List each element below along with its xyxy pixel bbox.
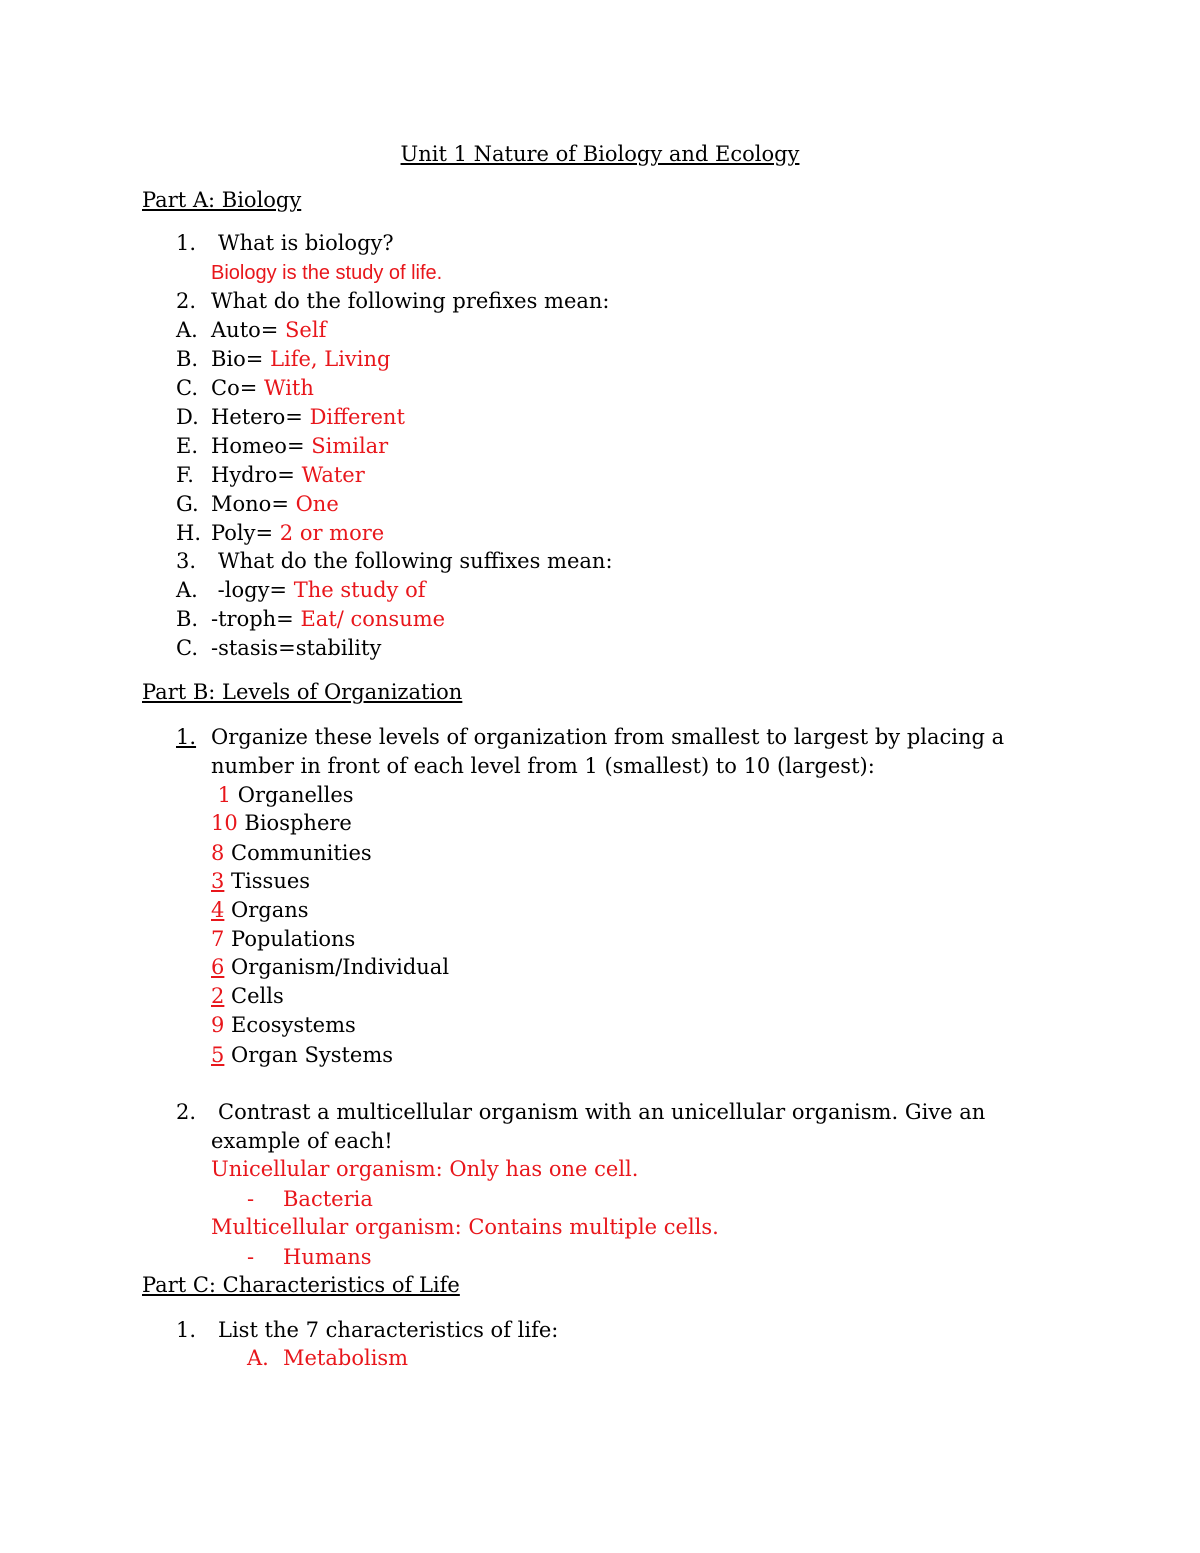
part-b-heading: Part B: Levels of Organization: [142, 680, 463, 704]
question-text-line2: number in front of each level from 1 (smallest) to 10 (largest):: [211, 754, 875, 778]
prefix-term: Auto=: [211, 318, 286, 342]
prefix-answer: One: [295, 492, 339, 516]
unicellular-answer: Unicellular organism: Only has one cell.: [211, 1157, 639, 1181]
question-number: 2.: [176, 1100, 197, 1124]
part-c-q1: [0, 1316, 1200, 1344]
prefix-item: [0, 461, 1200, 489]
level-item: [211, 781, 354, 809]
question-text: What do the following prefixes mean:: [211, 289, 610, 313]
question-text: List the 7 characteristics of life:: [218, 1318, 559, 1342]
level-item: [211, 896, 309, 924]
level-name: Cells: [224, 984, 284, 1008]
item-letter: C.: [176, 376, 198, 400]
prefix-item: [0, 345, 1200, 373]
question-text-line2: example of each!: [211, 1129, 393, 1153]
level-rank: 5: [211, 1043, 225, 1067]
item-letter: B.: [176, 347, 199, 371]
part-a-q1-answer: Biology is the study of life.: [211, 262, 443, 284]
prefix-item: [0, 403, 1200, 431]
prefix-answer: Different: [309, 405, 405, 429]
item-letter: C.: [176, 636, 198, 660]
level-name: Populations: [224, 927, 356, 951]
level-rank: 7: [211, 927, 225, 951]
item-letter: F.: [176, 463, 194, 487]
level-item: [211, 839, 372, 867]
suffix-answer: Eat/ consume: [300, 607, 446, 631]
level-name: Organism/Individual: [224, 955, 450, 979]
part-a-q3: [0, 547, 1200, 575]
level-item: [211, 1041, 393, 1069]
prefix-term: Bio=: [211, 347, 271, 371]
prefix-term: Co=: [211, 376, 264, 400]
part-a-q1: [0, 229, 1200, 257]
level-item: [211, 925, 355, 953]
level-name: Organs: [224, 898, 309, 922]
item-letter: A.: [247, 1346, 269, 1370]
suffix-answer: The study of: [293, 578, 426, 602]
level-name: Organelles: [231, 783, 354, 807]
multicellular-example: [0, 1243, 1200, 1271]
item-letter: A.: [176, 318, 198, 342]
level-item: [211, 867, 310, 895]
suffix-term: -logy=: [211, 578, 294, 602]
level-name: Organ Systems: [224, 1043, 394, 1067]
prefix-item: [0, 432, 1200, 460]
example-text: Humans: [283, 1245, 372, 1269]
level-rank: 9: [211, 1013, 225, 1037]
level-rank: 1: [211, 783, 232, 807]
characteristic-item: [0, 1344, 1200, 1372]
prefix-answer: With: [263, 376, 314, 400]
question-number: 1.: [176, 725, 197, 749]
prefix-answer: Similar: [311, 434, 389, 458]
suffix-item: [0, 605, 1200, 633]
prefix-item: [0, 374, 1200, 402]
level-rank: 2: [211, 984, 225, 1008]
item-letter: G.: [176, 492, 199, 516]
prefix-term: Poly=: [211, 521, 280, 545]
level-item: [211, 809, 352, 837]
suffix-term: -stasis=stability: [211, 636, 382, 660]
unicellular-example: [0, 1185, 1200, 1213]
document-title: Unit 1 Nature of Biology and Ecology: [400, 142, 800, 166]
level-name: Tissues: [224, 869, 311, 893]
multicellular-answer: Multicellular organism: Contains multiple cells.: [211, 1215, 719, 1239]
suffix-item: [0, 634, 1200, 662]
question-number: 2.: [176, 289, 197, 313]
question-number: 3.: [176, 549, 197, 573]
part-c-heading: Part C: Characteristics of Life: [142, 1273, 460, 1297]
prefix-item: [0, 490, 1200, 518]
question-number: 1.: [176, 1318, 197, 1342]
level-name: Ecosystems: [224, 1013, 356, 1037]
item-letter: B.: [176, 607, 199, 631]
level-rank: 8: [211, 841, 225, 865]
level-rank: 4: [211, 898, 225, 922]
item-letter: H.: [176, 521, 201, 545]
item-text: Metabolism: [283, 1346, 409, 1370]
question-text: What is biology?: [218, 231, 394, 255]
level-rank: 6: [211, 955, 225, 979]
example-text: Bacteria: [283, 1187, 373, 1211]
part-a-q2: [0, 287, 1200, 315]
level-item: [211, 953, 449, 981]
level-item: [211, 1011, 356, 1039]
prefix-term: Hydro=: [211, 463, 302, 487]
dash: -: [247, 1187, 255, 1211]
prefix-answer: Life, Living: [270, 347, 391, 371]
prefix-answer: Self: [285, 318, 327, 342]
prefix-item: [0, 519, 1200, 547]
suffix-term: -troph=: [211, 607, 301, 631]
part-b-q1: [0, 723, 1200, 751]
level-name: Biosphere: [237, 811, 352, 835]
prefix-term: Mono=: [211, 492, 296, 516]
question-text-line1: Organize these levels of organization from smallest to largest by placing a: [211, 725, 1005, 749]
question-text: What do the following suffixes mean:: [218, 549, 613, 573]
prefix-answer: Water: [301, 463, 365, 487]
item-letter: E.: [176, 434, 199, 458]
part-b-q2: [0, 1098, 1200, 1126]
prefix-answer: 2 or more: [279, 521, 385, 545]
part-a-heading: Part A: Biology: [142, 188, 302, 212]
question-text-line1: Contrast a multicellular organism with an unicellular organism. Give an: [218, 1100, 986, 1124]
level-rank: 10: [211, 811, 238, 835]
suffix-item: [0, 576, 1200, 604]
prefix-item: [0, 316, 1200, 344]
level-item: [211, 982, 284, 1010]
item-letter: D.: [176, 405, 199, 429]
item-letter: A.: [176, 578, 198, 602]
level-name: Communities: [224, 841, 372, 865]
dash: -: [247, 1245, 255, 1269]
prefix-term: Hetero=: [211, 405, 310, 429]
question-number: 1.: [176, 231, 197, 255]
level-rank: 3: [211, 869, 225, 893]
prefix-term: Homeo=: [211, 434, 312, 458]
